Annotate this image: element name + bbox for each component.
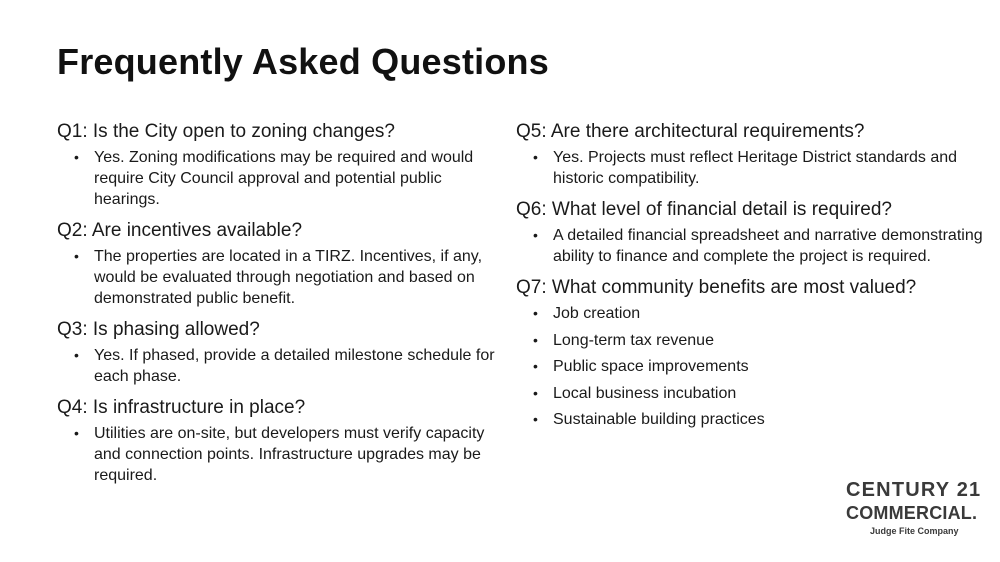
answer-item: [516, 330, 986, 351]
faq-item-q4: [57, 396, 502, 486]
bullet-icon: •: [533, 411, 538, 427]
answer-text: A detailed financial spreadsheet and narrative demonstrating ability to finance and complete the project is required.: [553, 227, 983, 265]
faq-item-q7: [516, 276, 986, 430]
answer-text: Yes. Zoning modifications may be required and would require City Council approval and potential public hearings.: [94, 149, 474, 208]
answer-item: [516, 225, 986, 267]
answer-list-q6: [516, 225, 986, 267]
bullet-icon: •: [533, 331, 538, 348]
faq-right-column: [516, 120, 986, 436]
question-q3: Q3: Is phasing allowed?: [57, 319, 260, 340]
answer-item: [516, 409, 986, 430]
answer-item: [57, 147, 502, 210]
question-q6: Q6: What level of financial detail is required?: [516, 199, 892, 220]
answer-list-q3: [57, 345, 502, 387]
faq-item-q1: [57, 120, 502, 210]
faq-item-q5: [516, 120, 986, 189]
answer-text: Job creation: [553, 305, 641, 322]
faq-item-q2: [57, 219, 502, 309]
bullet-icon: •: [533, 149, 538, 165]
answer-text: Long-term tax revenue: [553, 331, 714, 349]
question-q7: Q7: What community benefits are most valued?: [516, 277, 917, 298]
answer-item: [516, 383, 986, 404]
answer-item: [57, 246, 502, 309]
bullet-icon: •: [533, 358, 538, 374]
answer-text: Yes. Projects must reflect Heritage District standards and historic compatibility.: [553, 149, 958, 187]
answer-list-q7: [516, 303, 986, 430]
logo-brand-line: CENTURY 21: [846, 479, 982, 501]
faq-left-column: [57, 120, 502, 486]
logo-division-line: COMMERCIAL.: [846, 503, 978, 523]
answer-item: [516, 147, 986, 189]
answer-item: [516, 356, 986, 377]
bullet-icon: •: [533, 227, 538, 243]
answer-list-q1: [57, 147, 502, 210]
answer-text: Yes. If phased, provide a detailed milestone schedule for each phase.: [94, 347, 495, 385]
faq-item-q6: [516, 198, 986, 267]
answer-text: Public space improvements: [553, 358, 749, 375]
question-q5: Q5: Are there architectural requirements?: [516, 121, 865, 142]
bullet-icon: •: [74, 248, 79, 264]
question-q2: Q2: Are incentives available?: [57, 220, 303, 241]
answer-item: [57, 345, 502, 387]
page-title: Frequently Asked Questions: [57, 41, 549, 82]
bullet-icon: •: [74, 149, 79, 165]
answer-text: The properties are located in a TIRZ. Incentives, if any, would be evaluated through negotiation and based on demonstrated public benefit.: [94, 248, 483, 307]
answer-list-q2: [57, 246, 502, 309]
question-q1: Q1: Is the City open to zoning changes?: [57, 121, 395, 142]
answer-item: [57, 423, 502, 486]
answer-list-q5: [516, 147, 986, 189]
bullet-icon: •: [74, 425, 79, 441]
bullet-icon: •: [533, 384, 538, 401]
answer-text: Utilities are on-site, but developers must verify capacity and connection points. Infrastructure upgrades may be required.: [94, 425, 485, 484]
faq-item-q3: [57, 318, 502, 387]
logo-company-line: Judge Fite Company: [870, 526, 959, 536]
bullet-icon: •: [74, 347, 79, 363]
answer-item: [516, 303, 986, 324]
bullet-icon: •: [533, 305, 538, 321]
answer-text: Sustainable building practices: [553, 411, 765, 428]
company-logo: [846, 478, 996, 536]
question-q4: Q4: Is infrastructure in place?: [57, 397, 306, 418]
answer-text: Local business incubation: [553, 384, 737, 402]
answer-list-q4: [57, 423, 502, 486]
